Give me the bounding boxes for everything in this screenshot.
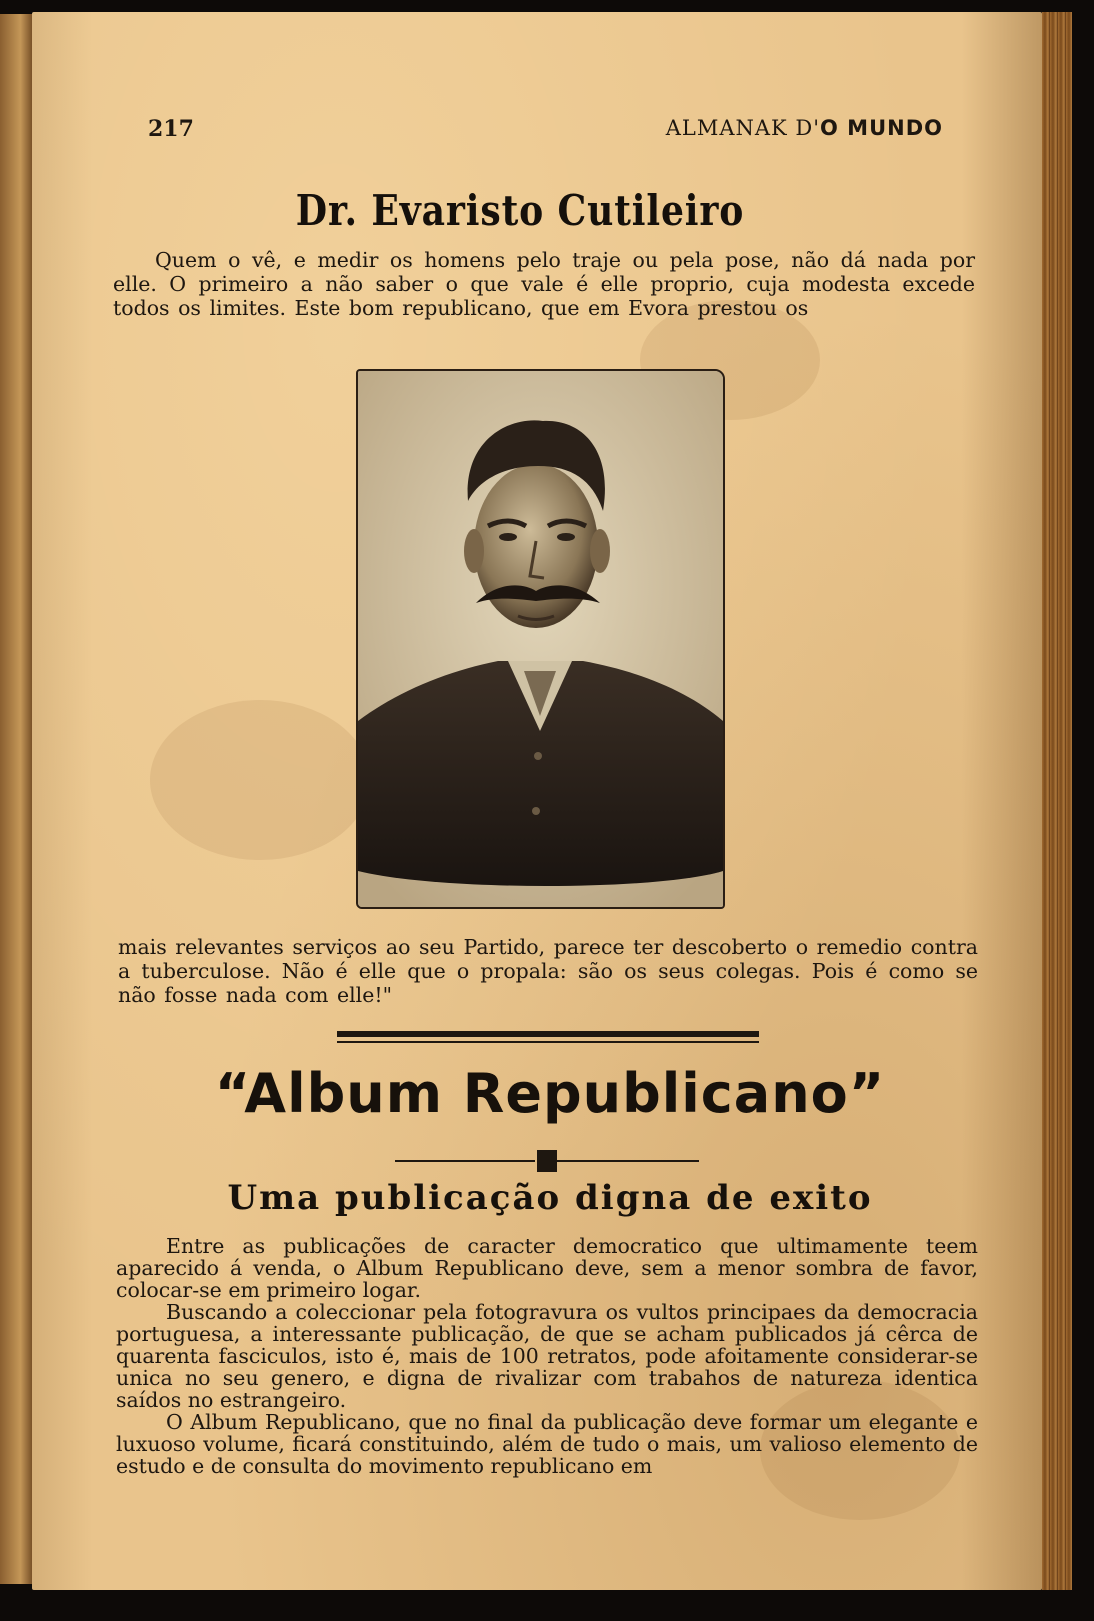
section-subtitle: Uma publicação digna de exito — [227, 1178, 873, 1218]
running-head — [148, 116, 943, 146]
section-title: “Album Republicano” — [214, 1062, 886, 1125]
ornament-square — [537, 1150, 557, 1172]
continuation-paragraph: mais relevantes serviços ao seu Partido, parece ter descoberto o remedio contra a tuberculose. Não é elle que o propala: são os seus colegas. Pois é como se não fosse nada com elle!" — [118, 935, 978, 1007]
portrait-photo — [356, 369, 725, 909]
ornament-line-right — [557, 1160, 699, 1162]
journal-title-prefix: ALMANAK D' — [665, 116, 821, 140]
paper-stain — [150, 700, 370, 860]
journal-title — [666, 116, 943, 140]
section-paragraph-3: O Album Republicano, que no final da publicação deve formar um elegante e luxuoso volume, ficará constituindo, além de tudo o mais, um valioso elemento de estudo e de consulta do movimento republicano em — [116, 1410, 978, 1478]
ornament-line-left — [395, 1160, 535, 1162]
intro-paragraph: Quem o vê, e medir os homens pelo traje ou pela pose, não dá nada por elle. O primeiro a não saber o que vale é elle proprio, cuja modesta excede todos os limites. Este bom republicano, que em Evora prestou os — [113, 248, 975, 320]
page-number: 217 — [148, 116, 194, 142]
facing-page-edge — [0, 14, 34, 1584]
section-divider-thick — [337, 1031, 759, 1037]
journal-title-bold: O MUNDO — [820, 116, 943, 140]
article-intro — [113, 248, 975, 320]
section-paragraph-2: Buscando a coleccionar pela fotogravura os vultos principaes da democracia portuguesa, a interessante publicação, de que se acham publicados já cêrca de quarenta fasciculos, isto é, mais de 100 retratos, pode afoitamente considerar-se unica no seu genero, e digna de rivalizar com trabahos de natureza identica saídos no estrangeiro. — [116, 1300, 978, 1412]
section-divider-thin — [337, 1041, 759, 1043]
section-body — [116, 1235, 978, 1477]
article-title: Dr. Evaristo Cutileiro — [295, 186, 745, 235]
section-paragraph-1: Entre as publicações de caracter democratico que ultimamente teem aparecido á venda, o Album Republicano deve, sem a menor sombra de favor, colocar-se em primeiro logar. — [116, 1234, 978, 1302]
portrait-illustration — [358, 371, 723, 907]
article-continuation — [118, 935, 978, 1007]
book-spine — [1042, 12, 1072, 1590]
